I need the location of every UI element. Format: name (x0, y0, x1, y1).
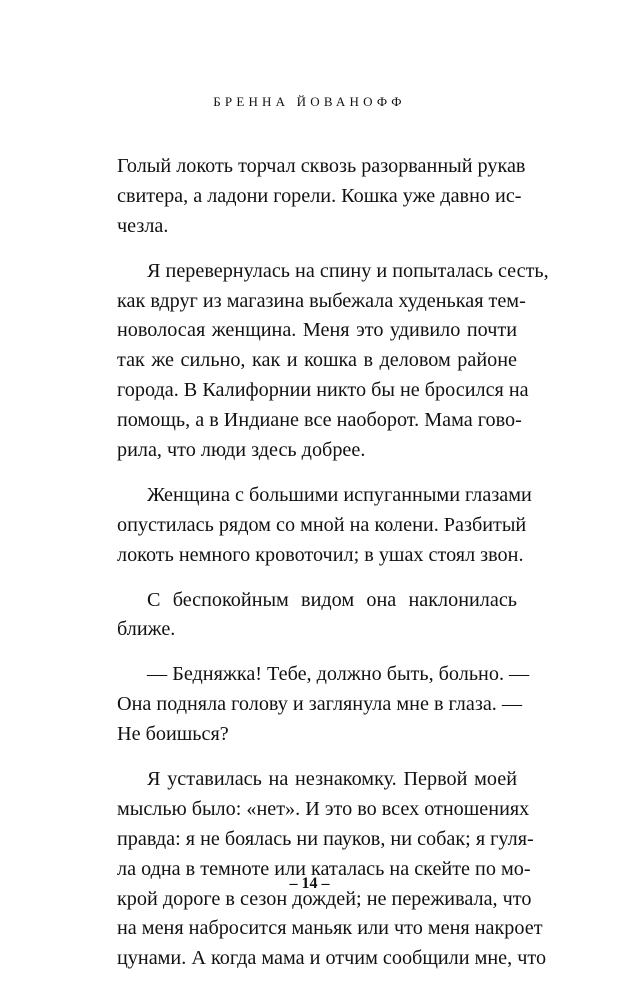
running-head: БРЕННА ЙОВАНОФФ (213, 94, 406, 109)
text-line: рила, что люди здесь добрее. (117, 439, 366, 462)
text-line: ближе. (117, 618, 176, 641)
body-text (117, 152, 549, 974)
text-line: помощь, а в Индиане все наоборот. Мама гово- (117, 409, 522, 432)
text-line: так же сильно, как и кошка в деловом районе (117, 349, 517, 372)
paragraph (117, 257, 549, 466)
text-line: чезла. (117, 214, 169, 237)
text-line: Она подняла голову и заглянула мне в глаза. — (117, 693, 523, 716)
text-line: Женщина с большими испуганными глазами (147, 483, 532, 506)
text-line: новолосая женщина. Меня это удивило почти (117, 319, 517, 342)
text-line: ла одна в темноте или каталась на скейте по мо- (117, 857, 531, 880)
paragraph (117, 152, 526, 242)
text-line: на меня набросится маньяк или что меня накроет (117, 917, 543, 940)
text-line: Я уставилась на незнакомку. Первой моей (147, 768, 517, 791)
text-line: свитера, а ладони горели. Кошка уже давно ис- (117, 184, 522, 207)
paragraph (117, 660, 530, 750)
text-line: как вдруг из магазина выбежала худенькая тем- (117, 289, 526, 312)
text-line: крой дороге в сезон дождей; не переживала, что (117, 887, 532, 910)
text-line: города. В Калифорнии никто бы не бросился на (117, 379, 529, 402)
text-line: Я перевернулась на спину и попыталась сесть, (147, 259, 549, 282)
text-line: С беспокойным видом она наклонилась (147, 588, 517, 611)
text-line: опустилась рядом со мной на колени. Разбитый (117, 513, 527, 536)
text-line: Голый локоть торчал сквозь разорванный рукав (117, 155, 526, 177)
text-line: мыслью было: «нет». И это во всех отношениях (117, 797, 530, 820)
paragraph (117, 481, 532, 571)
paragraph (117, 586, 517, 646)
text-line: Не боишься? (117, 723, 229, 746)
text-line: правда: я не боялась ни пауков, ни собак; я гуля- (117, 827, 534, 850)
text-line: цунами. А когда мама и отчим сообщили мне, что (117, 947, 547, 970)
text-line: — Бедняжка! Тебе, должно быть, больно. — (147, 663, 530, 686)
paragraph (117, 765, 547, 974)
text-line: локоть немного кровоточил; в ушах стоял звон. (117, 543, 524, 566)
page-number: – 14 – (289, 875, 330, 892)
